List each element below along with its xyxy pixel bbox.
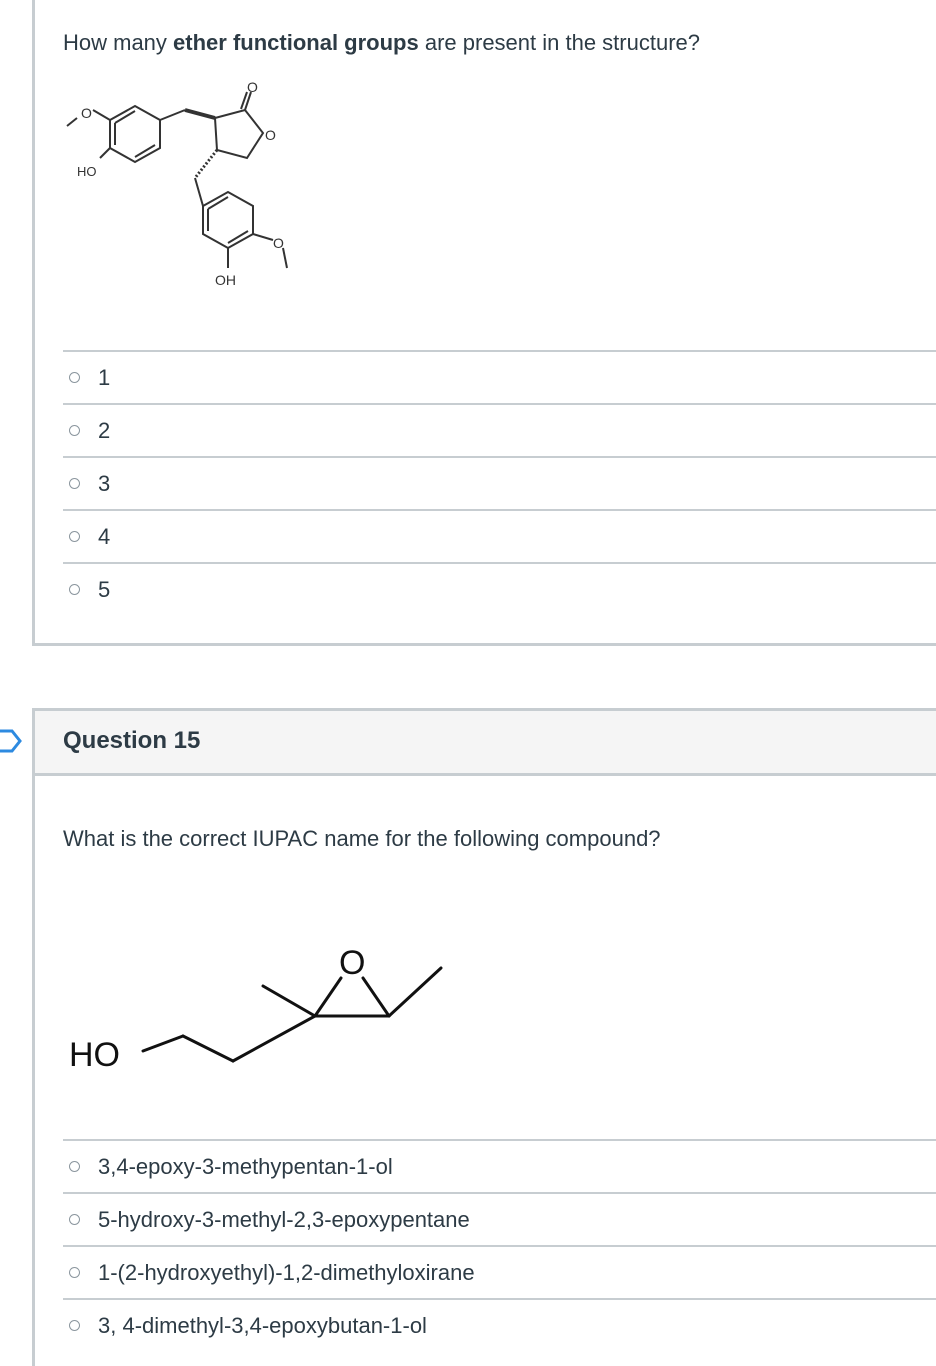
answer-option[interactable] [63,1192,936,1245]
answer-label: 3 [98,470,111,496]
answer-option[interactable] [63,1298,936,1351]
question-15-title: Question 15 [63,727,201,754]
radio-button[interactable] [69,1161,80,1172]
radio-button[interactable] [69,478,80,489]
answer-label: 1 [98,364,111,390]
radio-button[interactable] [69,531,80,542]
answer-option[interactable] [63,1245,936,1298]
answer-label: 2 [98,417,111,443]
answer-option[interactable] [63,509,936,562]
answer-label: 3, 4-dimethyl-3,4-epoxybutan-1-ol [98,1312,427,1338]
answer-label: 3,4-epoxy-3-methypentan-1-ol [98,1153,393,1179]
radio-button[interactable] [69,372,80,383]
answer-label: 5-hydroxy-3-methyl-2,3-epoxypentane [98,1206,470,1232]
methoxy2-o-label: O [273,235,284,251]
answer-label: 4 [98,523,111,549]
flag-question-icon[interactable] [0,728,24,754]
ring-o-label: O [265,127,276,143]
question-15-header [32,708,936,776]
answer-label: 5 [98,576,111,602]
answer-option[interactable] [63,403,936,456]
radio-button[interactable] [69,1214,80,1225]
radio-button[interactable] [69,1320,80,1331]
radio-button[interactable] [69,1267,80,1278]
epoxide-o-label: O [339,944,366,982]
question-14-answers [63,350,936,615]
question-15-structure [63,926,483,1106]
carbonyl-o-label: O [247,79,258,95]
question-14-panel [32,0,936,646]
answer-option[interactable] [63,562,936,615]
question-15-answers [63,1139,936,1351]
question-15-prompt: What is the correct IUPAC name for the following compound? [63,826,661,851]
answer-option[interactable] [63,1139,936,1192]
radio-button[interactable] [69,584,80,595]
answer-label: 1-(2-hydroxyethyl)-1,2-dimethyloxirane [98,1259,475,1285]
ho-label: HO [77,164,97,179]
ho-label-15: HO [69,1036,120,1074]
answer-option[interactable] [63,456,936,509]
question-14-structure [55,78,295,298]
oh-label: OH [215,272,236,288]
answer-option[interactable] [63,350,936,403]
methoxy-o-label: O [81,105,92,121]
radio-button[interactable] [69,425,80,436]
question-15-panel [32,776,936,1366]
question-14-prompt: How many ether functional groups are present in the structure? [63,30,700,55]
